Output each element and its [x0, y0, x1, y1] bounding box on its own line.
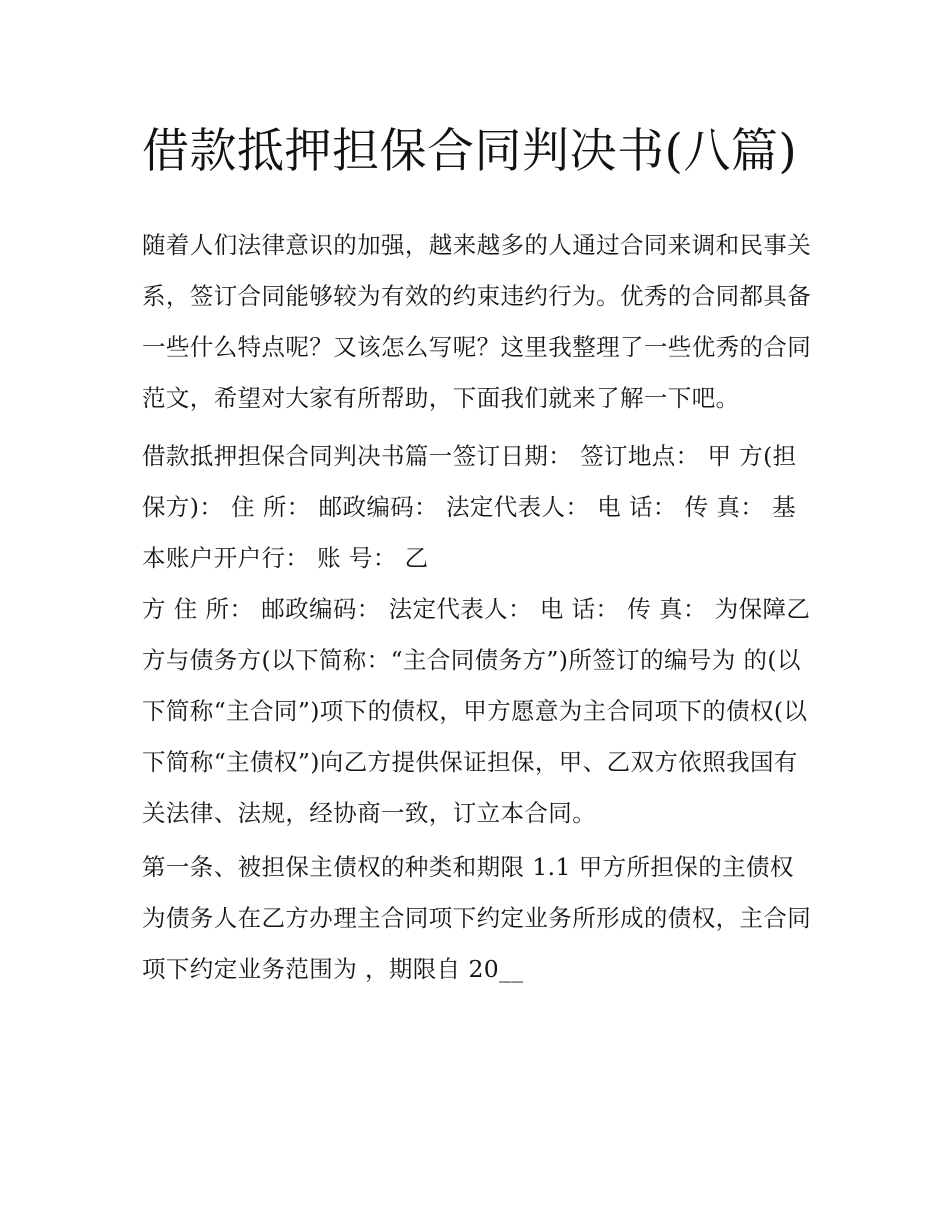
section-three-paragraph: 第一条、被担保主债权的种类和期限 1.1 甲方所担保的主债权为债务人在乙方办理主合同项下约定业务所形成的债权，主合同项下约定业务范围为 ，期限自 20__ [142, 853, 812, 983]
section-one-paragraph: 借款抵押担保合同判决书篇一签订日期： 签订地点： 甲 方(担保方)： 住 所： 邮政编码： 法定代表人： 电 话： 传 真： 基本账户开户行： 账 号： 乙 [142, 442, 797, 572]
intro-paragraph: 随着人们法律意识的加强，越来越多的人通过合同来调和民事关系，签订合同能够较为有效的约束违约行为。优秀的合同都具备一些什么特点呢？又该怎么写呢？这里我整理了一些优秀的合同范文，希望对大家有所帮助，下面我们就来了解一下吧。 [142, 231, 812, 412]
document-title: 借款抵押担保合同判决书(八篇) [142, 124, 798, 179]
document-body [142, 112, 814, 995]
section-two-paragraph: 方 住 所： 邮政编码： 法定代表人： 电 话： 传 真： 为保障乙方与债务方(以下简称：“主合同债务方”)所签订的编号为 的(以下简称“主合同”)项下的债权，甲方愿意为主合同项下的债权(以下简称“主债权”)向乙方提供保证担保，甲、乙双方依照我国有关法律、法规，经协商一致，订立本合同。 [142, 595, 811, 827]
